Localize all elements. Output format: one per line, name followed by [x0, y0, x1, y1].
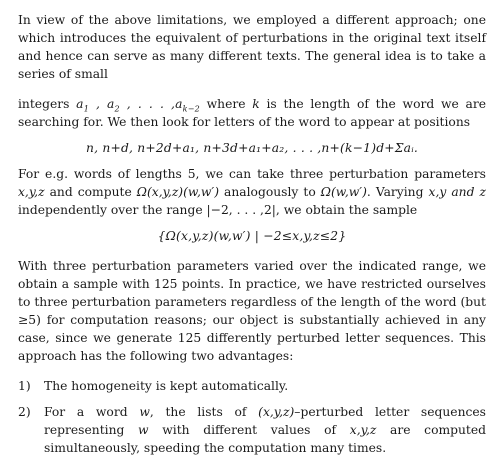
list-number: 1) — [18, 379, 31, 393]
variables-xyz: x,y,z — [349, 423, 377, 437]
variables-xy-and-z: x,y and z — [428, 185, 486, 199]
text-segment: , the lists of — [149, 405, 259, 419]
paragraph-integers — [18, 95, 486, 131]
list-item — [18, 403, 486, 457]
text-segment: For e.g. words of lengths 5, we can take three perturbation parameters — [18, 167, 486, 181]
paper-page — [18, 11, 486, 457]
list-text — [44, 403, 486, 457]
list-item — [18, 377, 486, 395]
text-segment: where — [199, 97, 253, 111]
text-segment: integers — [18, 97, 77, 111]
text-segment: is the length of the word we are searching for. We then look for letters of the word to appear at positions — [18, 97, 487, 129]
text-segment: For a word — [44, 405, 140, 419]
paragraph-sample: With three perturbation parameters varied over the indicated range, we obtain a sample with 125 points. In practice, we have restricted ourselves to three perturbation parameters regardless of the length of the word (but ≥5) for computation reasons; our object is substantially achieved in any case, since we generate 125 differently perturbed letter sequences. This approach has the following two advantages: — [18, 259, 486, 363]
variable-w: w — [138, 423, 149, 437]
text-segment: and compute — [44, 185, 137, 199]
text-segment: independently over the range |−2, . . . ,2|, we obtain the sample — [18, 203, 418, 217]
variables-xyz: (x,y,z) — [258, 405, 295, 419]
paragraph-example — [18, 165, 486, 219]
omega: Ω(w,w′) — [320, 185, 367, 199]
integer-sequence: $a_1$ , $a_2$ , . . . $,a_{k-2}$ — [76, 97, 200, 114]
variable-w: w — [139, 405, 150, 419]
text-segment: with different values of — [148, 423, 350, 437]
list-number: 2) — [18, 405, 31, 419]
text-segment: . Varying — [366, 185, 429, 199]
list-text: The homogeneity is kept automatically. — [44, 379, 289, 393]
variables-xyz: x,y,z — [18, 185, 45, 199]
variable-k: k — [252, 97, 260, 111]
text-segment: analogously to — [219, 185, 321, 199]
text-segment: –perturbed letter sequences representing — [44, 405, 486, 437]
advantages-list — [18, 377, 486, 457]
positions-formula: n, n+d, n+2d+a₁, n+3d+a₁+a₂, . . . ,n+(k−1)d+Σaᵢ. — [86, 141, 418, 155]
sample-formula: {Ω(x,y,z)(w,w′) | −2≤x,y,z≤2} — [157, 229, 347, 243]
text-segment: are computed simultaneously, speeding the computation many times. — [44, 423, 487, 455]
omega-xyz: Ω(x,y,z)(w,w′) — [136, 185, 219, 199]
paragraph-intro: In view of the above limitations, we employed a different approach; one which introduces the equivalent of perturbations in the original text itself and hence can serve as many different texts. The general idea is to take a series of small — [18, 13, 486, 81]
